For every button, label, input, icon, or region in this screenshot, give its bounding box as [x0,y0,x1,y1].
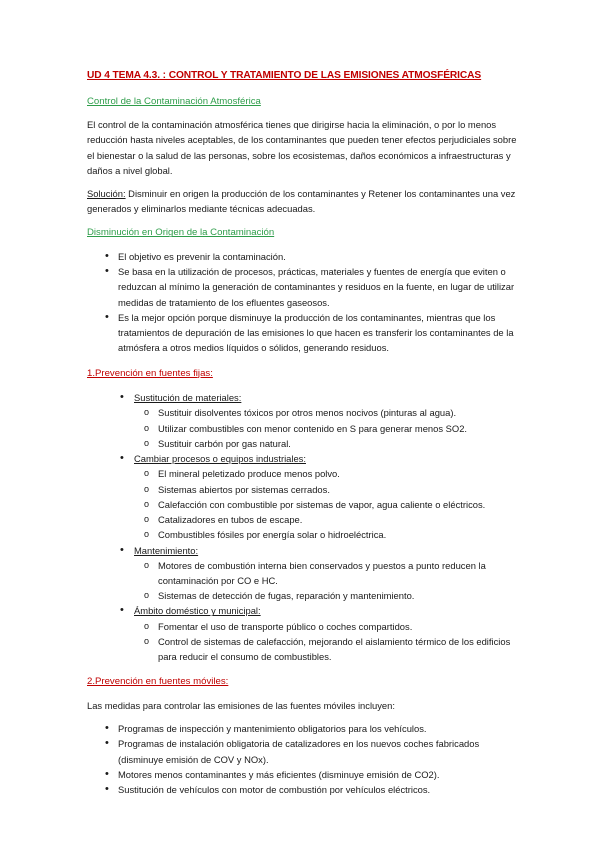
fuentes-fijas-list-2 [87,451,519,466]
sublist-procesos [87,466,519,542]
group-ambito [87,603,519,618]
moviles-list [87,721,519,797]
section-heading-control: Control de la Contaminación Atmosférica [87,95,261,107]
intro-paragraph: El control de la contaminación atmosférica tienes que dirigirse hacia la eliminación, o por lo menos reducción hasta niveles aceptables, de los contaminantes que pueden tener efectos perjudiciales sobre el bienestar o la salud de las personas, sobre los ecosistemas, daños económicos a infraestructuras y daños a nivel global. [87,119,517,176]
disminucion-list [87,249,519,356]
list-item: o Sistemas de detección de fugas, reparación y mantenimiento. [87,588,519,603]
section-heading-fuentes-moviles: 2.Prevención en fuentes móviles: [87,676,229,688]
group-procesos [87,451,519,466]
group-label: Cambiar procesos o equipos industriales: [134,453,306,465]
list-item: • Sustitución de vehículos con motor de combustión por vehículos eléctricos. [87,782,519,797]
list-item: • El objetivo es prevenir la contaminación. [87,249,519,264]
list-item: o Combustibles fósiles por energía solar o hidroeléctrica. [87,527,519,542]
list-item: • Programas de inspección y mantenimiento obligatorios para los vehículos. [87,721,519,736]
sublist-sustitucion [87,405,519,451]
list-item: o Catalizadores en tubos de escape. [87,512,519,527]
group-label: Sustitución de materiales: [134,392,242,404]
list-item: o Motores de combustión interna bien conservados y puestos a punto reducen la contaminación por CO e HC. [87,558,519,588]
fuentes-fijas-list [87,390,519,405]
sublist-mantenimiento [87,558,519,604]
list-item: o Utilizar combustibles con menor contenido en S para generar menos SO2. [87,421,519,436]
list-item: o Sistemas abiertos por sistemas cerrados. [87,482,519,497]
list-item: o Calefacción con combustible por sistemas de vapor, agua caliente o eléctricos. [87,497,519,512]
solution-label: Solución: [87,187,126,199]
list-item: • Programas de instalación obligatoria de catalizadores en los nuevos coches fabricados (disminuye emisión de COV y NOx). [87,736,519,766]
moviles-intro: Las medidas para controlar las emisiones de las fuentes móviles incluyen: [87,699,395,711]
list-item: o Control de sistemas de calefacción, mejorando el aislamiento térmico de los edificios para reducir el consumo de combustibles. [87,634,519,664]
fuentes-fijas-list-4 [87,603,519,618]
list-item: o Sustituir disolventes tóxicos por otros menos nocivos (pinturas al agua). [87,405,519,420]
group-label: Mantenimiento: [134,544,199,556]
group-mantenimiento [87,543,519,558]
document-page [87,68,519,797]
group-label: Ámbito doméstico y municipal: [134,605,261,617]
list-item: o El mineral peletizado produce menos polvo. [87,466,519,481]
fuentes-fijas-list-3 [87,543,519,558]
solution-text: Disminuir en origen la producción de los contaminantes y Retener los contaminantes una vez generados y eliminarlos mediante técnicas adecuadas. [87,187,516,215]
list-item: • Se basa en la utilización de procesos, prácticas, materiales y fuentes de energía que eviten o reduzcan al mínimo la generación de contaminantes y residuos en la fuente, en lugar de utilizar medidas de tratamiento de los efluentes gaseosos. [87,264,519,310]
solution-paragraph [87,186,519,216]
group-sustitucion [87,390,519,405]
list-item: o Sustituir carbón por gas natural. [87,436,519,451]
list-item: • Es la mejor opción porque disminuye la producción de los contaminantes, mientras que los tratamientos de depuración de las emisiones lo que hacen es transferir los contaminantes de la atmósfera a otros medios líquidos o sólidos, generando residuos. [87,310,519,356]
document-title: UD 4 TEMA 4.3. : CONTROL Y TRATAMIENTO DE LAS EMISIONES ATMOSFÉRICAS [87,70,482,81]
list-item: o Fomentar el uso de transporte público o coches compartidos. [87,619,519,634]
sublist-ambito [87,619,519,665]
list-item: • Motores menos contaminantes y más eficientes (disminuye emisión de CO2). [87,767,519,782]
section-heading-fuentes-fijas: 1.Prevención en fuentes fijas: [87,367,213,379]
section-heading-disminucion: Disminución en Origen de la Contaminación [87,227,275,239]
